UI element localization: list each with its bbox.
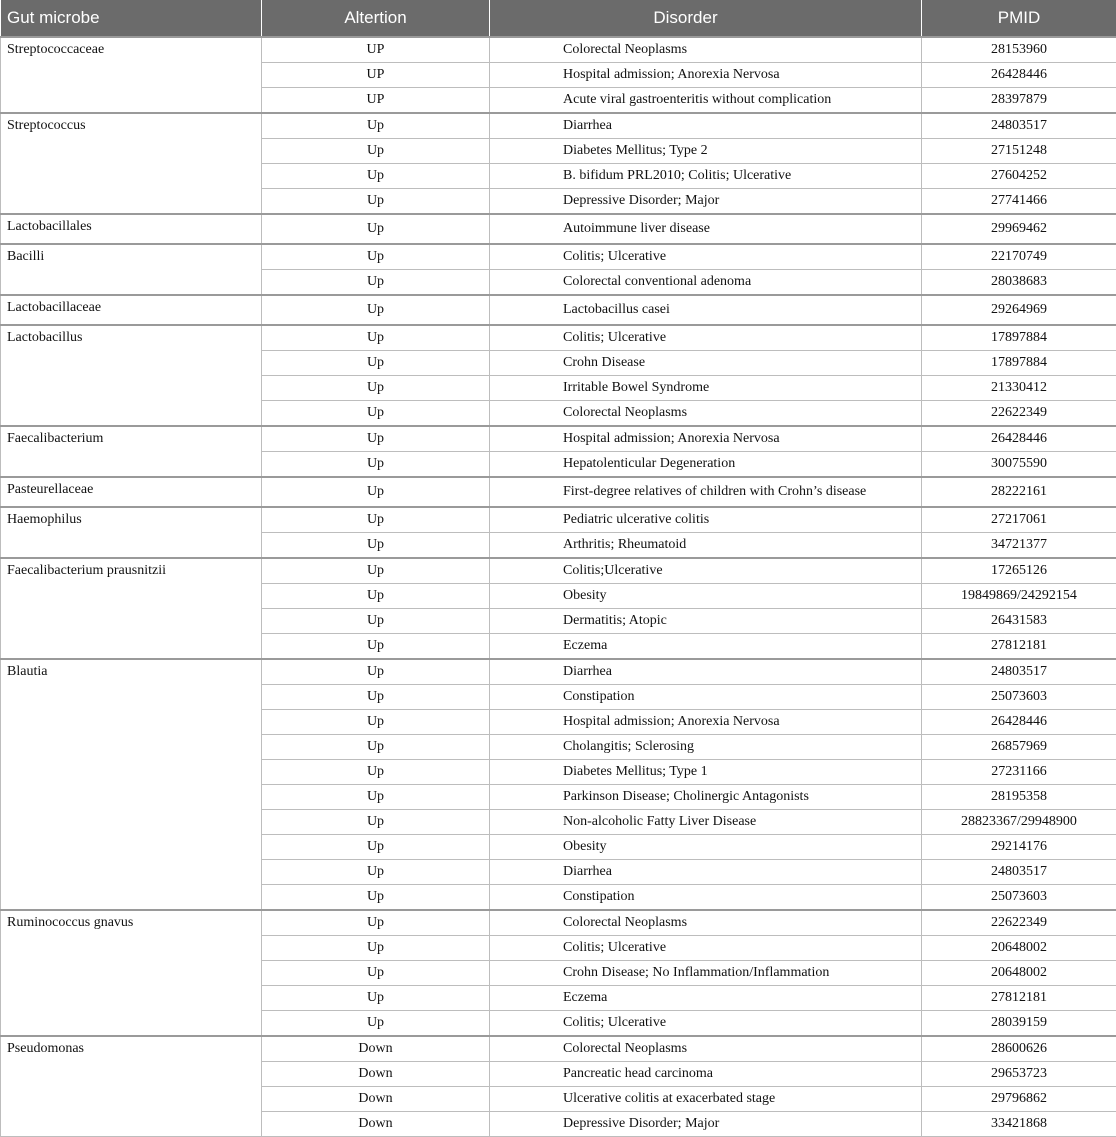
- pmid-cell: 22622349: [922, 910, 1116, 936]
- disorder-cell: Hospital admission; Anorexia Nervosa: [490, 63, 922, 88]
- disorder-cell: Obesity: [490, 584, 922, 609]
- table-row: [1, 910, 1116, 936]
- disorder-cell: Hospital admission; Anorexia Nervosa: [490, 710, 922, 735]
- pmid-cell: 17265126: [922, 558, 1116, 584]
- pmid-cell: 28222161: [922, 477, 1116, 507]
- disorder-cell: Colitis; Ulcerative: [490, 936, 922, 961]
- pmid-cell: 34721377: [922, 533, 1116, 559]
- disorder-cell: Diarrhea: [490, 860, 922, 885]
- disorder-cell: Hepatolenticular Degeneration: [490, 452, 922, 478]
- pmid-cell: 20648002: [922, 936, 1116, 961]
- alteration-cell: Up: [262, 164, 490, 189]
- table-row: [1, 37, 1116, 63]
- alteration-cell: Up: [262, 1011, 490, 1037]
- alteration-cell: Down: [262, 1062, 490, 1087]
- disorder-cell: Dermatitis; Atopic: [490, 609, 922, 634]
- alteration-cell: Up: [262, 113, 490, 139]
- disorder-cell: Diabetes Mellitus; Type 1: [490, 760, 922, 785]
- alteration-cell: UP: [262, 88, 490, 114]
- alteration-cell: Up: [262, 961, 490, 986]
- disorder-cell: Cholangitis; Sclerosing: [490, 735, 922, 760]
- pmid-cell: 17897884: [922, 351, 1116, 376]
- alteration-cell: Up: [262, 860, 490, 885]
- alteration-cell: Up: [262, 710, 490, 735]
- alteration-cell: Up: [262, 507, 490, 533]
- alteration-cell: Up: [262, 735, 490, 760]
- pmid-cell: 28397879: [922, 88, 1116, 114]
- table-row: [1, 325, 1116, 351]
- alteration-cell: Up: [262, 244, 490, 270]
- alteration-cell: Up: [262, 270, 490, 296]
- alteration-cell: Up: [262, 533, 490, 559]
- pmid-cell: 26428446: [922, 710, 1116, 735]
- alteration-cell: Down: [262, 1036, 490, 1062]
- pmid-cell: 20648002: [922, 961, 1116, 986]
- disorder-cell: Colitis; Ulcerative: [490, 244, 922, 270]
- microbe-cell: Faecalibacterium prausnitzii: [1, 558, 262, 659]
- table-row: [1, 244, 1116, 270]
- pmid-cell: 17897884: [922, 325, 1116, 351]
- pmid-cell: 24803517: [922, 860, 1116, 885]
- pmid-cell: 27812181: [922, 986, 1116, 1011]
- pmid-cell: 22622349: [922, 401, 1116, 427]
- alteration-cell: Up: [262, 685, 490, 710]
- disorder-cell: Colorectal Neoplasms: [490, 910, 922, 936]
- column-header-alteration: Altertion: [262, 0, 490, 37]
- table-row: [1, 214, 1116, 244]
- pmid-cell: 29796862: [922, 1087, 1116, 1112]
- alteration-cell: Up: [262, 810, 490, 835]
- pmid-cell: 26428446: [922, 426, 1116, 452]
- alteration-cell: Up: [262, 634, 490, 660]
- microbe-cell: Bacilli: [1, 244, 262, 295]
- alteration-cell: Up: [262, 139, 490, 164]
- table-row: [1, 659, 1116, 685]
- microbe-cell: Pseudomonas: [1, 1036, 262, 1137]
- alteration-cell: UP: [262, 37, 490, 63]
- alteration-cell: Up: [262, 910, 490, 936]
- pmid-cell: 27217061: [922, 507, 1116, 533]
- pmid-cell: 21330412: [922, 376, 1116, 401]
- alteration-cell: Up: [262, 584, 490, 609]
- disorder-cell: Colitis; Ulcerative: [490, 1011, 922, 1037]
- table-row: [1, 113, 1116, 139]
- alteration-cell: Up: [262, 295, 490, 325]
- alteration-cell: Up: [262, 986, 490, 1011]
- column-header-pmid: PMID: [922, 0, 1116, 37]
- microbe-cell: Haemophilus: [1, 507, 262, 558]
- disorder-cell: Colitis;Ulcerative: [490, 558, 922, 584]
- alteration-cell: Up: [262, 936, 490, 961]
- disorder-cell: First-degree relatives of children with Crohn’s disease: [490, 477, 922, 507]
- disorder-cell: Lactobacillus casei: [490, 295, 922, 325]
- alteration-cell: Up: [262, 835, 490, 860]
- pmid-cell: 26857969: [922, 735, 1116, 760]
- microbe-cell: Lactobacillus: [1, 325, 262, 426]
- pmid-cell: 24803517: [922, 659, 1116, 685]
- pmid-cell: 28153960: [922, 37, 1116, 63]
- alteration-cell: Up: [262, 760, 490, 785]
- table-row: [1, 426, 1116, 452]
- disorder-cell: Eczema: [490, 986, 922, 1011]
- pmid-cell: 29264969: [922, 295, 1116, 325]
- pmid-cell: 27604252: [922, 164, 1116, 189]
- disorder-cell: Colitis; Ulcerative: [490, 325, 922, 351]
- microbe-cell: Faecalibacterium: [1, 426, 262, 477]
- disorder-cell: Arthritis; Rheumatoid: [490, 533, 922, 559]
- pmid-cell: 27812181: [922, 634, 1116, 660]
- table-row: [1, 558, 1116, 584]
- pmid-cell: 28038683: [922, 270, 1116, 296]
- alteration-cell: Up: [262, 401, 490, 427]
- disorder-cell: Ulcerative colitis at exacerbated stage: [490, 1087, 922, 1112]
- disorder-cell: B. bifidum PRL2010; Colitis; Ulcerative: [490, 164, 922, 189]
- disorder-cell: Colorectal Neoplasms: [490, 401, 922, 427]
- disorder-cell: Colorectal Neoplasms: [490, 37, 922, 63]
- pmid-cell: 19849869/24292154: [922, 584, 1116, 609]
- disorder-cell: Eczema: [490, 634, 922, 660]
- pmid-cell: 27151248: [922, 139, 1116, 164]
- alteration-cell: Up: [262, 558, 490, 584]
- table-row: [1, 295, 1116, 325]
- disorder-cell: Depressive Disorder; Major: [490, 1112, 922, 1137]
- disorder-cell: Pediatric ulcerative colitis: [490, 507, 922, 533]
- alteration-cell: Up: [262, 189, 490, 215]
- disorder-cell: Diarrhea: [490, 113, 922, 139]
- disorder-cell: Parkinson Disease; Cholinergic Antagonists: [490, 785, 922, 810]
- disorder-cell: Pancreatic head carcinoma: [490, 1062, 922, 1087]
- column-header-disorder: Disorder: [490, 0, 922, 37]
- header-row: [1, 0, 1116, 37]
- alteration-cell: Down: [262, 1087, 490, 1112]
- pmid-cell: 33421868: [922, 1112, 1116, 1137]
- pmid-cell: 25073603: [922, 685, 1116, 710]
- alteration-cell: UP: [262, 63, 490, 88]
- disorder-cell: Non-alcoholic Fatty Liver Disease: [490, 810, 922, 835]
- microbe-cell: Streptococcaceae: [1, 37, 262, 113]
- pmid-cell: 29969462: [922, 214, 1116, 244]
- alteration-cell: Up: [262, 659, 490, 685]
- alteration-cell: Up: [262, 376, 490, 401]
- alteration-cell: Up: [262, 325, 490, 351]
- pmid-cell: 26431583: [922, 609, 1116, 634]
- microbe-cell: Blautia: [1, 659, 262, 910]
- disorder-cell: Colorectal conventional adenoma: [490, 270, 922, 296]
- disorder-cell: Diarrhea: [490, 659, 922, 685]
- microbe-cell: Streptococcus: [1, 113, 262, 214]
- disorder-cell: Obesity: [490, 835, 922, 860]
- alteration-cell: Up: [262, 214, 490, 244]
- microbe-cell: Pasteurellaceae: [1, 477, 262, 507]
- alteration-cell: Up: [262, 885, 490, 911]
- pmid-cell: 28195358: [922, 785, 1116, 810]
- disorder-cell: Crohn Disease: [490, 351, 922, 376]
- disorder-cell: Constipation: [490, 685, 922, 710]
- disorder-cell: Irritable Bowel Syndrome: [490, 376, 922, 401]
- disorder-cell: Acute viral gastroenteritis without complication: [490, 88, 922, 114]
- alteration-cell: Up: [262, 452, 490, 478]
- disorder-cell: Constipation: [490, 885, 922, 911]
- pmid-cell: 28039159: [922, 1011, 1116, 1037]
- table-row: [1, 477, 1116, 507]
- disorder-cell: Autoimmune liver disease: [490, 214, 922, 244]
- table-header: [1, 0, 1116, 37]
- microbe-cell: Lactobacillales: [1, 214, 262, 244]
- pmid-cell: 27741466: [922, 189, 1116, 215]
- pmid-cell: 28823367/29948900: [922, 810, 1116, 835]
- pmid-cell: 28600626: [922, 1036, 1116, 1062]
- alteration-cell: Up: [262, 351, 490, 376]
- alteration-cell: Up: [262, 477, 490, 507]
- disorder-cell: Crohn Disease; No Inflammation/Inflammation: [490, 961, 922, 986]
- microbe-cell: Ruminococcus gnavus: [1, 910, 262, 1036]
- pmid-cell: 29214176: [922, 835, 1116, 860]
- pmid-cell: 29653723: [922, 1062, 1116, 1087]
- pmid-cell: 25073603: [922, 885, 1116, 911]
- disorder-cell: Depressive Disorder; Major: [490, 189, 922, 215]
- pmid-cell: 26428446: [922, 63, 1116, 88]
- pmid-cell: 24803517: [922, 113, 1116, 139]
- table-body: [1, 37, 1116, 1137]
- disorder-cell: Colorectal Neoplasms: [490, 1036, 922, 1062]
- pmid-cell: 30075590: [922, 452, 1116, 478]
- pmid-cell: 27231166: [922, 760, 1116, 785]
- table-row: [1, 507, 1116, 533]
- microbe-cell: Lactobacillaceae: [1, 295, 262, 325]
- disorder-cell: Diabetes Mellitus; Type 2: [490, 139, 922, 164]
- alteration-cell: Up: [262, 785, 490, 810]
- alteration-cell: Down: [262, 1112, 490, 1137]
- table-row: [1, 1036, 1116, 1062]
- disorder-cell: Hospital admission; Anorexia Nervosa: [490, 426, 922, 452]
- alteration-cell: Up: [262, 609, 490, 634]
- column-header-microbe: Gut microbe: [1, 0, 262, 37]
- pmid-cell: 22170749: [922, 244, 1116, 270]
- alteration-cell: Up: [262, 426, 490, 452]
